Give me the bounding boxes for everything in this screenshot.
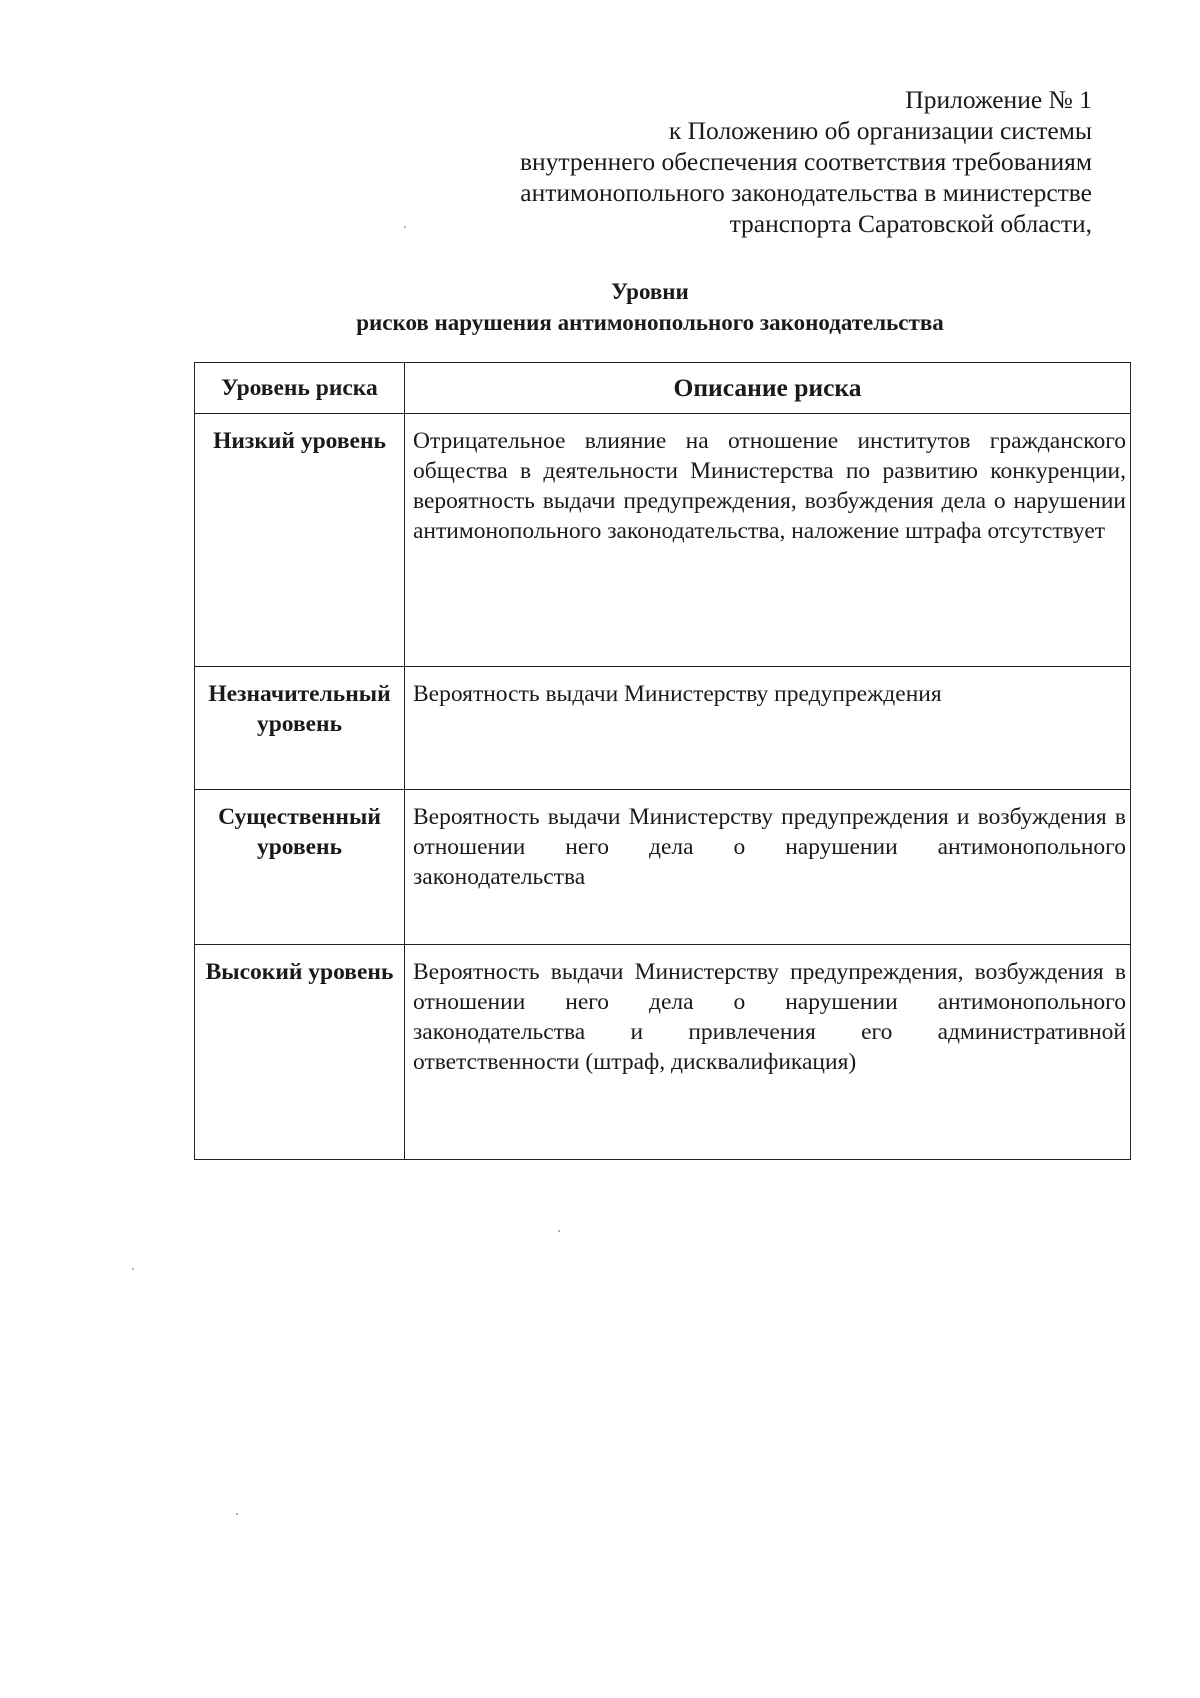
risk-description-cell: Вероятность выдачи Министерству предупреждения и возбуждения в отношении него дела о нарушении антимонопольного законодательства <box>405 790 1131 945</box>
risk-level-cell: Существенный уровень <box>195 790 405 945</box>
title-line-1: Уровни <box>611 279 689 304</box>
scan-speck <box>404 226 406 228</box>
appendix-line: транспорта Саратовской области, <box>729 209 1092 238</box>
risk-description-cell: Вероятность выдачи Министерству предупреждения <box>405 667 1131 790</box>
risk-levels-table <box>194 362 1131 1160</box>
appendix-line: к Положению об организации системы <box>668 116 1092 145</box>
scan-speck <box>132 1268 134 1270</box>
appendix-line: Приложение № 1 <box>905 85 1092 114</box>
appendix-line: внутреннего обеспечения соответствия требованиям <box>519 147 1092 176</box>
title-line-2: рисков нарушения антимонопольного законодательства <box>356 310 944 335</box>
document-title <box>200 276 1100 338</box>
risk-description-cell: Отрицательное влияние на отношение институтов гражданского общества в деятельности Министерства по развитию конкуренции, вероятность выдачи предупреждения, возбуждения дела о нарушении антимонопольного законодательства, наложение штрафа отсутствует <box>405 414 1131 667</box>
header-risk-description: Описание риска <box>405 363 1131 414</box>
table-row <box>195 414 1131 667</box>
table-header-row <box>195 363 1131 414</box>
appendix-line: антимонопольного законодательства в министерстве <box>520 178 1092 207</box>
appendix-header <box>392 84 1092 239</box>
table-row <box>195 790 1131 945</box>
table-row <box>195 667 1131 790</box>
scan-speck <box>558 1230 560 1232</box>
scan-speck <box>236 1513 238 1515</box>
risk-level-cell: Низкий уровень <box>195 414 405 667</box>
table-row <box>195 945 1131 1160</box>
risk-level-cell: Незначительный уровень <box>195 667 405 790</box>
risk-description-cell: Вероятность выдачи Министерству предупреждения, возбуждения в отношении него дела о нарушении антимонопольного законодательства и привлечения его административной ответственности (штраф, дисквалификация) <box>405 945 1131 1160</box>
header-risk-level: Уровень риска <box>195 363 405 414</box>
risk-level-cell: Высокий уровень <box>195 945 405 1160</box>
